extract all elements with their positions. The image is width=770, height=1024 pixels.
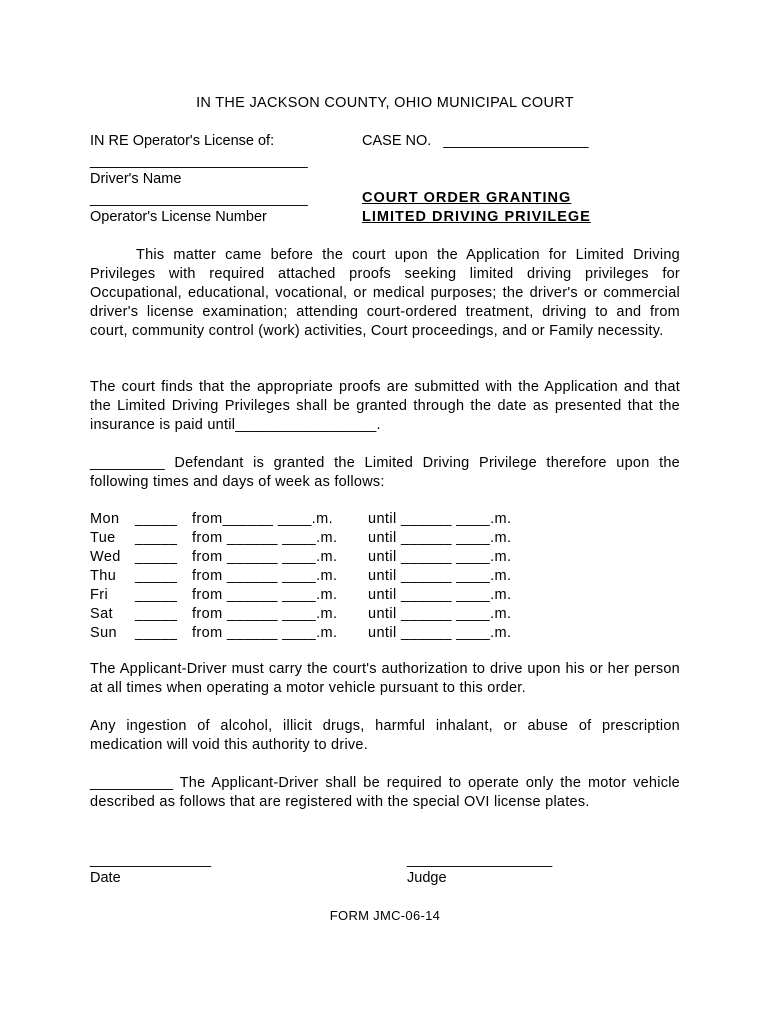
schedule-from[interactable]: from ______ ____.m. [192,530,338,546]
case-no-label: CASE NO. [362,133,432,149]
date-label: Date [90,870,121,886]
schedule-from[interactable]: from ______ ____.m. [192,568,338,584]
judge-signature-blank[interactable]: __________________ [407,852,553,868]
schedule-from[interactable]: from______ ____.m. [192,511,334,527]
driver-name-label: Driver's Name [90,171,182,187]
schedule-day-blank[interactable]: _____ [135,530,178,546]
schedule-day-blank[interactable]: _____ [135,568,178,584]
schedule-day: Tue [90,530,116,546]
in-re-label: IN RE Operator's License of: [90,133,275,149]
schedule-until[interactable]: until ______ ____.m. [368,568,512,584]
schedule-until[interactable]: until ______ ____.m. [368,511,512,527]
schedule-day: Sat [90,606,113,622]
judge-label: Judge [407,870,447,886]
paragraph-application-text: This matter came before the court upon the Application for Limited Driving Privileges with required attached proofs seeking limited driving privileges for Occupational, educational, vocational, or medical purposes; the driver's or commercial driver's license examination; attending court-ordered treatment, driving to and from court, community control (work) activities, Court proceedings, and or Family necessity. [90,247,680,339]
schedule-day-blank[interactable]: _____ [135,625,178,641]
schedule-from[interactable]: from ______ ____.m. [192,587,338,603]
paragraph-ovi-plates: __________ The Applicant-Driver shall be required to operate only the motor vehicle described as follows that are registered with the special OVI license plates. [90,775,680,810]
schedule-day-blank[interactable]: _____ [135,587,178,603]
license-number-blank[interactable]: ___________________________ [90,191,308,207]
schedule-from[interactable]: from ______ ____.m. [192,606,338,622]
schedule-until[interactable]: until ______ ____.m. [368,587,512,603]
license-number-label: Operator's License Number [90,209,267,225]
form-id: FORM JMC-06-14 [329,908,441,923]
schedule-day: Sun [90,625,117,641]
paragraph-defendant-granted: _________ Defendant is granted the Limited Driving Privilege therefore upon the following times and days of week as follows: [90,455,680,490]
schedule-until[interactable]: until ______ ____.m. [368,625,512,641]
paragraph-court-finds: The court finds that the appropriate proofs are submitted with the Application and that the Limited Driving Privileges shall be granted through the date as presented that the insurance is paid until_________________. [90,379,680,433]
paragraph-carry-authorization: The Applicant-Driver must carry the court's authorization to drive upon his or her person at all times when operating a motor vehicle pursuant to this order. [90,661,680,696]
paragraph-ingestion-warning: Any ingestion of alcohol, illicit drugs, harmful inhalant, or abuse of prescription medication will void this authority to drive. [90,718,680,753]
schedule-day: Fri [90,587,109,603]
driver-name-blank[interactable]: ___________________________ [90,153,308,169]
order-title-line2: LIMITED DRIVING PRIVILEGE [362,209,591,225]
schedule-day-blank[interactable]: _____ [135,549,178,565]
paragraph-application [90,246,680,341]
schedule-day-blank[interactable]: _____ [135,606,178,622]
case-number-field[interactable] [362,132,588,151]
schedule-day: Mon [90,511,120,527]
schedule-from[interactable]: from ______ ____.m. [192,625,338,641]
court-title: IN THE JACKSON COUNTY, OHIO MUNICIPAL COURT [196,95,574,111]
schedule-day: Thu [90,568,117,584]
schedule-until[interactable]: until ______ ____.m. [368,549,512,565]
order-title-line1: COURT ORDER GRANTING [362,190,572,206]
schedule-day: Wed [90,549,121,565]
case-no-blank[interactable]: __________________ [443,133,589,149]
schedule-from[interactable]: from ______ ____.m. [192,549,338,565]
date-signature-blank[interactable]: _______________ [90,852,211,868]
schedule-until[interactable]: until ______ ____.m. [368,606,512,622]
schedule-day-blank[interactable]: _____ [135,511,178,527]
schedule-until[interactable]: until ______ ____.m. [368,530,512,546]
